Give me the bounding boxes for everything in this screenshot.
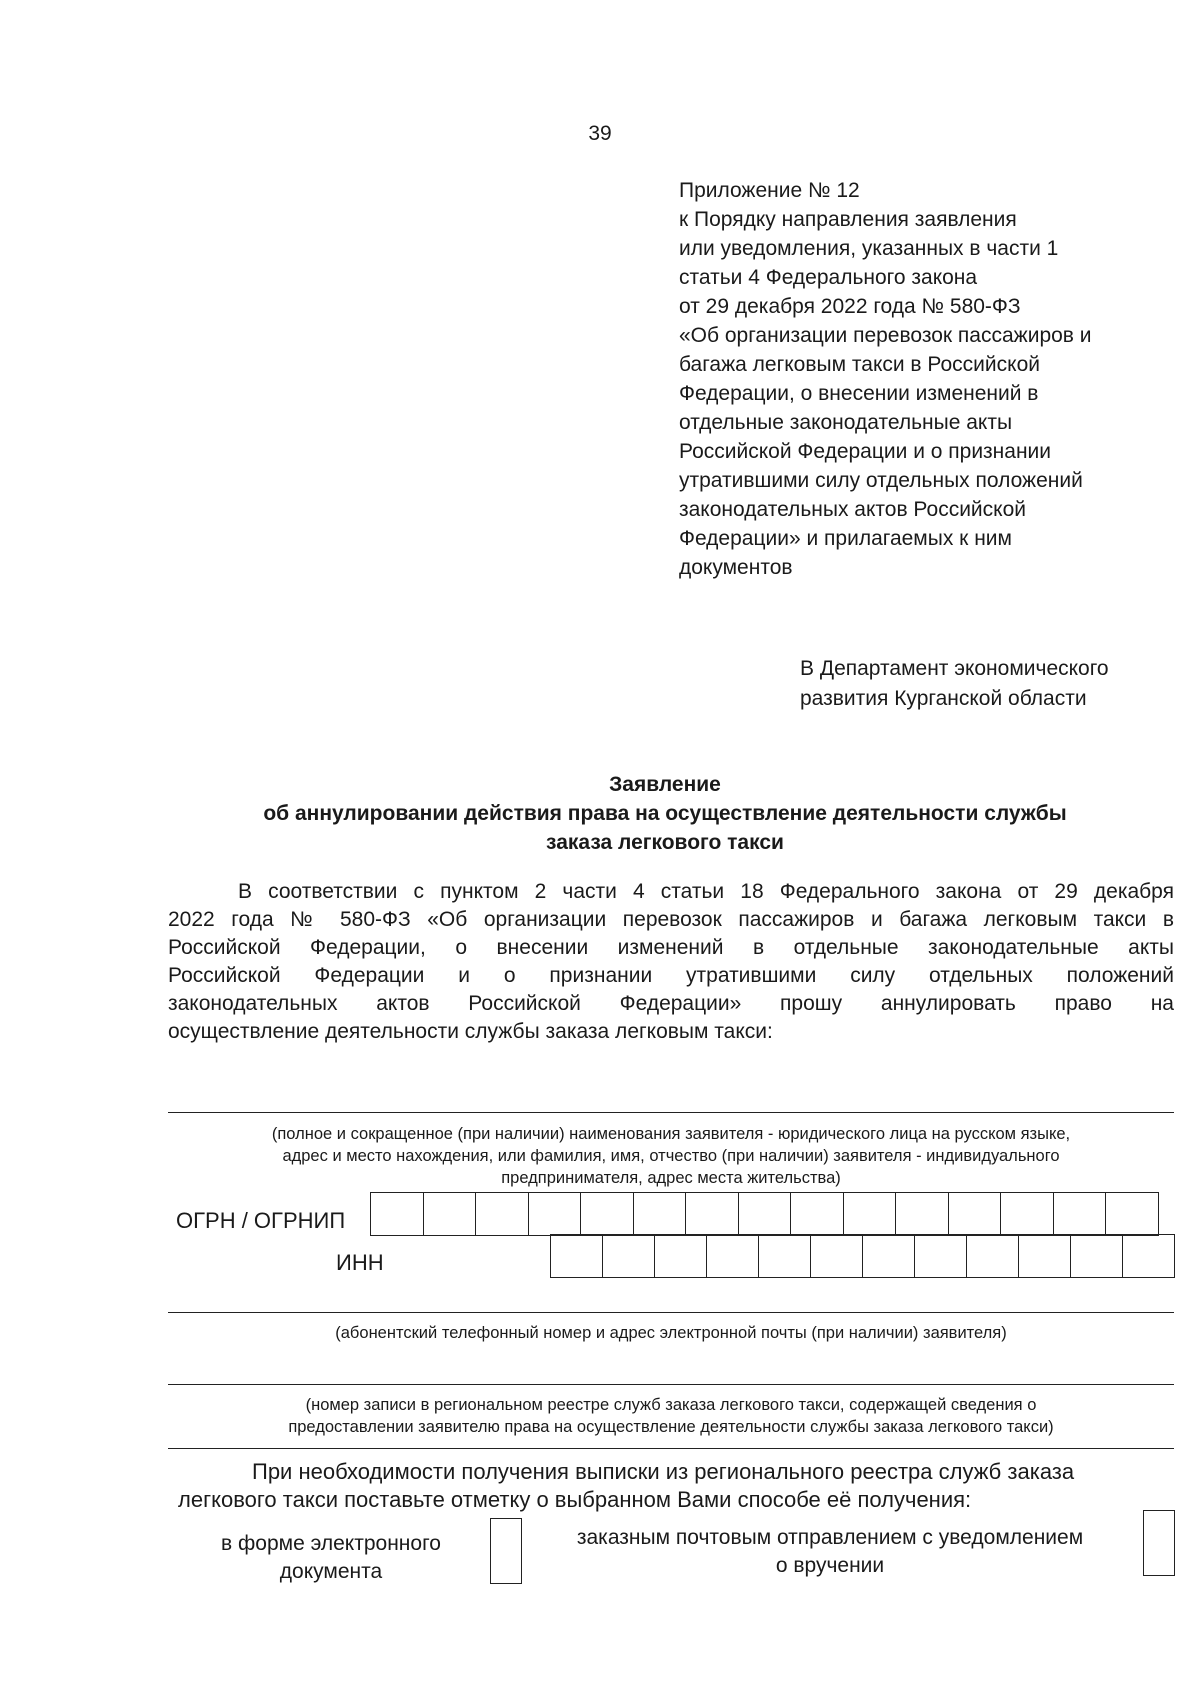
inn-digit-cell[interactable] (603, 1235, 655, 1277)
appendix-line: Российской Федерации и о признании (679, 440, 1052, 463)
inn-digit-cell[interactable] (915, 1235, 967, 1277)
inn-digit-cell[interactable] (655, 1235, 707, 1277)
request-line: При необходимости получения выписки из регионального реестра служб заказа (252, 1459, 1075, 1484)
body-line: осуществление деятельности службы заказа легковым такси: (168, 1020, 773, 1043)
appendix-line: законодательных актов Российской (679, 498, 1026, 521)
appendix-line: документов (679, 556, 793, 579)
applicant-caption (168, 1123, 1174, 1189)
appendix-line: статьи 4 Федерального закона (679, 266, 978, 289)
inn-digit-cell[interactable] (863, 1235, 915, 1277)
inn-grid (550, 1234, 1175, 1278)
option-postal-label (540, 1524, 1120, 1580)
appendix-line: к Порядку направления заявления (679, 208, 1017, 231)
ogrn-digit-cell[interactable] (739, 1193, 792, 1235)
inn-digit-cell[interactable] (1071, 1235, 1123, 1277)
ogrn-digit-cell[interactable] (844, 1193, 897, 1235)
title-line: заказа легкового такси (546, 831, 784, 854)
appendix-line: Приложение № 12 (679, 179, 860, 202)
inn-digit-cell[interactable] (759, 1235, 811, 1277)
electronic-document-checkbox[interactable] (490, 1518, 522, 1584)
title-line: об аннулировании действия права на осуществление деятельности службы (263, 802, 1067, 825)
applicant-name-field[interactable] (168, 1112, 1174, 1113)
body-line: Российской Федерации, о внесении изменений в отдельные законодательные акты (168, 936, 1174, 959)
ogrn-label: ОГРН / ОГРНИП (176, 1208, 346, 1233)
ogrn-digit-cell[interactable] (791, 1193, 844, 1235)
ogrn-grid (370, 1192, 1159, 1236)
inn-digit-cell[interactable] (707, 1235, 759, 1277)
body-line: законодательных актов Российской Федерации» прошу аннулировать право на (168, 992, 1174, 1015)
body-paragraph (168, 878, 1174, 1046)
registry-record-field[interactable] (168, 1384, 1174, 1385)
inn-digit-cell[interactable] (1019, 1235, 1071, 1277)
ogrn-digit-cell[interactable] (1106, 1193, 1159, 1235)
addressee-line: развития Курганской области (800, 687, 1087, 710)
registry-caption (168, 1394, 1174, 1438)
postal-mail-checkbox[interactable] (1143, 1510, 1175, 1576)
option-line: в форме электронного (221, 1532, 441, 1555)
option-line: заказным почтовым отправлением с уведомлением (576, 1526, 1084, 1549)
caption-line: (абонентский телефонный номер и адрес электронной почты (при наличии) заявителя) (335, 1324, 1007, 1342)
appendix-line: багажа легковым такси в Российской (679, 353, 1040, 376)
ogrn-digit-cell[interactable] (371, 1193, 424, 1235)
body-line: Российской Федерации и о признании утратившими силу отдельных положений (168, 964, 1174, 987)
appendix-line: отдельные законодательные акты (679, 411, 1013, 434)
ogrn-digit-cell[interactable] (686, 1193, 739, 1235)
inn-digit-cell[interactable] (1123, 1235, 1175, 1277)
appendix-line: утратившими силу отдельных положений (679, 469, 1083, 492)
ogrn-digit-cell[interactable] (949, 1193, 1002, 1235)
appendix-note (679, 176, 1179, 582)
document-title (150, 770, 1180, 857)
body-line: 2022 года № 580-ФЗ «Об организации перевозок пассажиров и багажа легковым такси в (168, 908, 1174, 931)
appendix-line: «Об организации перевозок пассажиров и (679, 324, 1092, 347)
option-electronic-label (190, 1530, 472, 1586)
appendix-line: Федерации» и прилагаемых к ним (679, 527, 1012, 550)
ogrn-digit-cell[interactable] (476, 1193, 529, 1235)
separator-line (168, 1448, 1174, 1449)
appendix-line: или уведомления, указанных в части 1 (679, 237, 1059, 260)
addressee (800, 654, 1109, 714)
ogrn-digit-cell[interactable] (896, 1193, 949, 1235)
request-line: легкового такси поставьте отметку о выбранном Вами способе её получения: (178, 1487, 972, 1512)
option-line: документа (279, 1560, 383, 1583)
contact-caption (168, 1322, 1174, 1344)
contact-field[interactable] (168, 1312, 1174, 1313)
ogrn-digit-cell[interactable] (581, 1193, 634, 1235)
ogrn-digit-cell[interactable] (424, 1193, 477, 1235)
caption-line: предоставлении заявителю права на осуществление деятельности службы заказа легкового такси) (288, 1418, 1054, 1436)
caption-line: предпринимателя, адрес места жительства) (501, 1169, 841, 1187)
page-number: 39 (588, 122, 612, 145)
inn-digit-cell[interactable] (811, 1235, 863, 1277)
ogrn-digit-cell[interactable] (634, 1193, 687, 1235)
appendix-line: от 29 декабря 2022 года № 580-ФЗ (679, 295, 1021, 318)
ogrn-digit-cell[interactable] (1054, 1193, 1107, 1235)
ogrn-digit-cell[interactable] (529, 1193, 582, 1235)
inn-label: ИНН (336, 1250, 384, 1275)
title-line: Заявление (609, 773, 721, 796)
inn-digit-cell[interactable] (967, 1235, 1019, 1277)
caption-line: (полное и сокращенное (при наличии) наименования заявителя - юридического лица на русском языке, (271, 1125, 1071, 1143)
body-line: В соответствии с пунктом 2 части 4 статьи 18 Федерального закона от 29 декабря (238, 880, 1174, 903)
extract-request (178, 1458, 1174, 1514)
addressee-line: В Департамент экономического (800, 657, 1109, 680)
inn-digit-cell[interactable] (551, 1235, 603, 1277)
ogrn-digit-cell[interactable] (1001, 1193, 1054, 1235)
caption-line: адрес и место нахождения, или фамилия, имя, отчество (при наличии) заявителя - индивидуального (282, 1147, 1060, 1165)
option-line: о вручении (775, 1554, 885, 1577)
appendix-line: Федерации, о внесении изменений в (679, 382, 1039, 405)
caption-line: (номер записи в региональном реестре служб заказа легкового такси, содержащей сведения о (305, 1396, 1037, 1414)
